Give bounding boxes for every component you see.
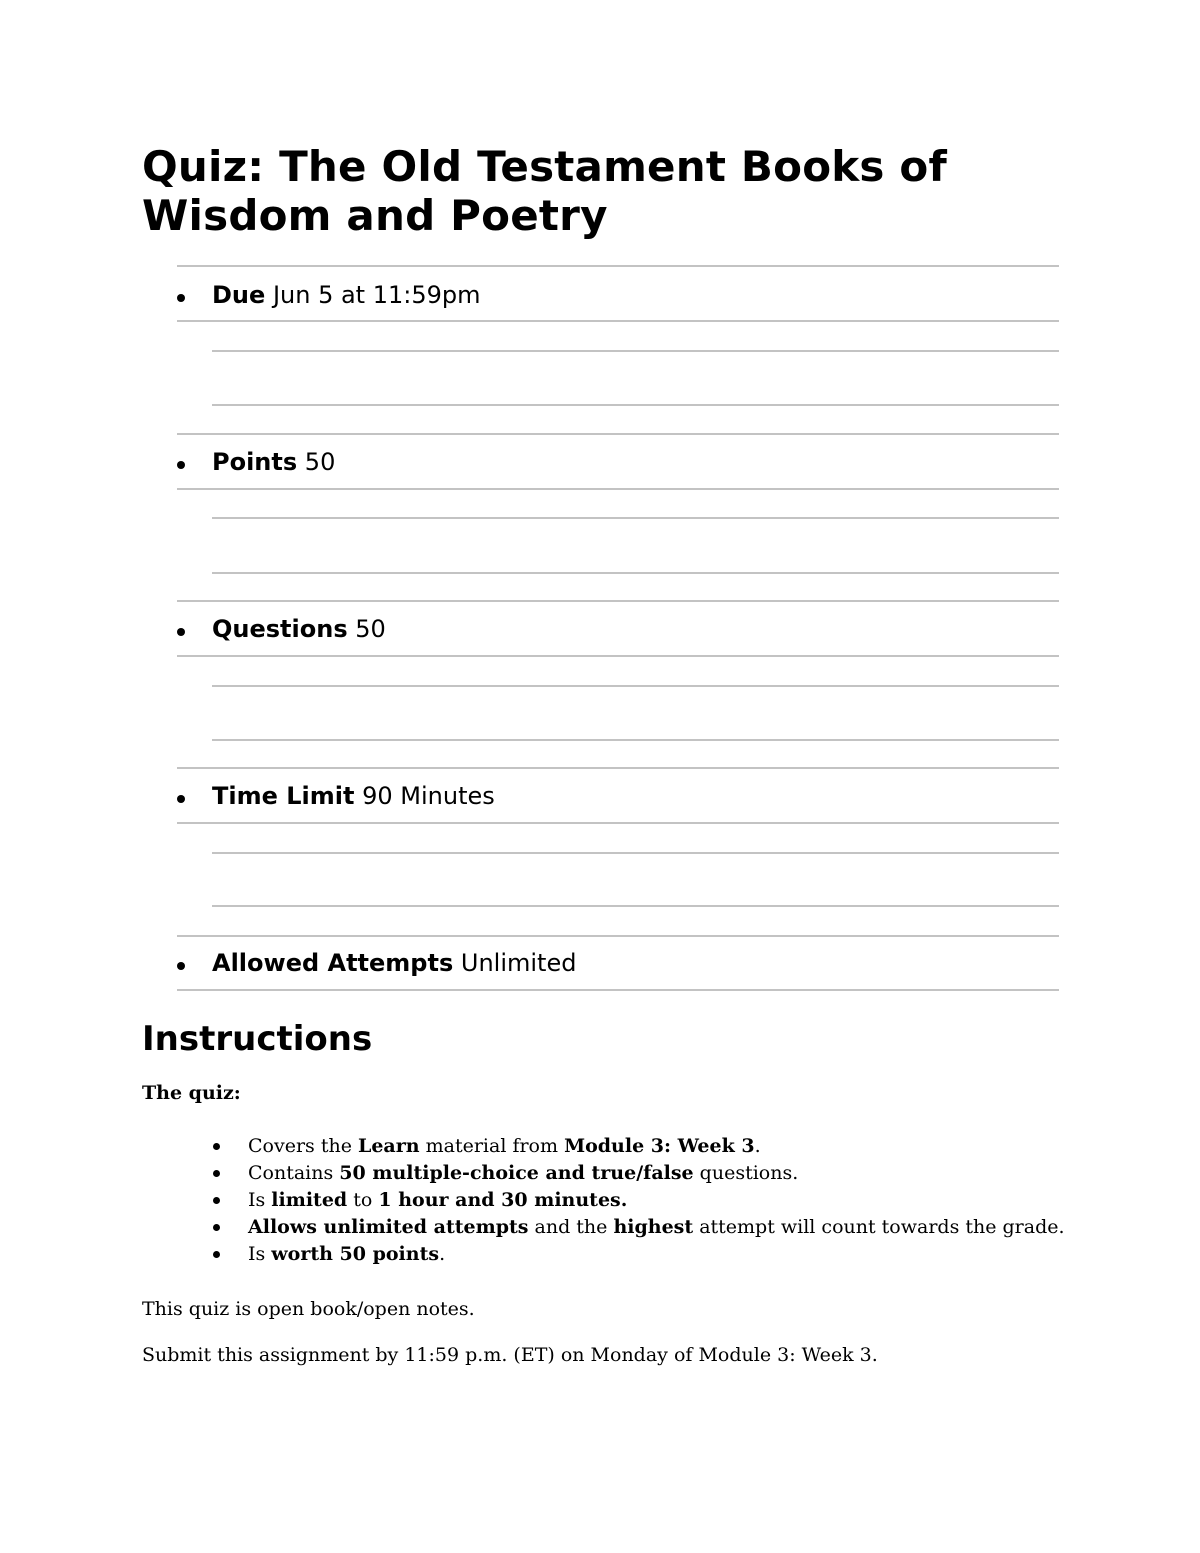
divider: [212, 572, 1059, 574]
instruction-text: .: [754, 1135, 761, 1157]
bullet-icon: [177, 795, 185, 803]
instruction-text: Learn: [357, 1135, 420, 1157]
instruction-text: and the: [528, 1216, 614, 1238]
bullet-icon: [213, 1197, 220, 1204]
instruction-text: Allows unlimited attempts: [248, 1216, 529, 1238]
divider: [177, 989, 1059, 991]
instruction-text: Module 3: Week 3: [564, 1135, 755, 1157]
instruction-item: [213, 1160, 1065, 1187]
instruction-text: 50 multiple-choice and true/false: [339, 1162, 694, 1184]
instruction-text: to: [347, 1189, 379, 1211]
detail-time-limit: [177, 780, 1057, 812]
detail-value: 90 Minutes: [362, 782, 495, 810]
detail-questions: [177, 613, 1057, 645]
divider: [212, 685, 1059, 687]
detail-value: 50: [304, 448, 336, 476]
bullet-icon: [213, 1143, 220, 1150]
detail-allowed-attempts: [177, 947, 1057, 979]
divider: [212, 517, 1059, 519]
instruction-text: material from: [419, 1135, 565, 1157]
divider: [177, 433, 1059, 435]
divider: [212, 739, 1059, 741]
bullet-icon: [213, 1170, 220, 1177]
detail-label: Questions: [212, 615, 348, 643]
detail-label: Due: [212, 281, 266, 309]
detail-value: Jun 5 at 11:59pm: [272, 281, 481, 309]
instruction-text: Is: [248, 1243, 272, 1265]
divider: [212, 404, 1059, 406]
instruction-text: highest: [613, 1216, 694, 1238]
instruction-text: limited: [271, 1189, 348, 1211]
instruction-item: [213, 1214, 1065, 1241]
detail-label: Allowed Attempts: [212, 949, 454, 977]
instruction-text: Is: [248, 1189, 272, 1211]
bullet-icon: [177, 294, 185, 302]
divider: [177, 822, 1059, 824]
divider: [177, 767, 1059, 769]
instructions-intro: The quiz:: [142, 1082, 241, 1104]
bullet-icon: [177, 962, 185, 970]
instruction-text: Covers the: [248, 1135, 358, 1157]
instruction-text: questions.: [693, 1162, 799, 1184]
detail-label: Time Limit: [212, 782, 355, 810]
detail-label: Points: [212, 448, 298, 476]
bullet-icon: [213, 1251, 220, 1258]
page-title: Quiz: The Old Testament Books of Wisdom and Poetry: [142, 142, 947, 240]
divider: [212, 852, 1059, 854]
divider: [177, 935, 1059, 937]
instructions-heading: Instructions: [142, 1019, 373, 1059]
instruction-item: [213, 1241, 1065, 1268]
divider: [212, 905, 1059, 907]
detail-value: Unlimited: [460, 949, 577, 977]
submit-note: Submit this assignment by 11:59 p.m. (ET) on Monday of Module 3: Week 3.: [142, 1344, 878, 1366]
instruction-text: 1 hour and 30 minutes.: [378, 1189, 628, 1211]
instruction-item: [213, 1133, 1065, 1160]
detail-due: [177, 279, 1057, 311]
bullet-icon: [177, 461, 185, 469]
divider: [177, 600, 1059, 602]
divider: [177, 320, 1059, 322]
divider: [212, 350, 1059, 352]
bullet-icon: [177, 628, 185, 636]
instructions-list: [213, 1133, 1065, 1268]
divider: [177, 655, 1059, 657]
instruction-text: Contains: [248, 1162, 340, 1184]
detail-value: 50: [355, 615, 386, 643]
instruction-item: [213, 1187, 1065, 1214]
divider: [177, 265, 1059, 267]
instruction-text: .: [439, 1243, 446, 1265]
open-book-note: This quiz is open book/open notes.: [142, 1298, 475, 1320]
bullet-icon: [213, 1224, 220, 1231]
detail-points: [177, 446, 1057, 478]
instruction-text: attempt will count towards the grade.: [693, 1216, 1065, 1238]
instruction-text: worth 50 points: [271, 1243, 440, 1265]
divider: [177, 488, 1059, 490]
